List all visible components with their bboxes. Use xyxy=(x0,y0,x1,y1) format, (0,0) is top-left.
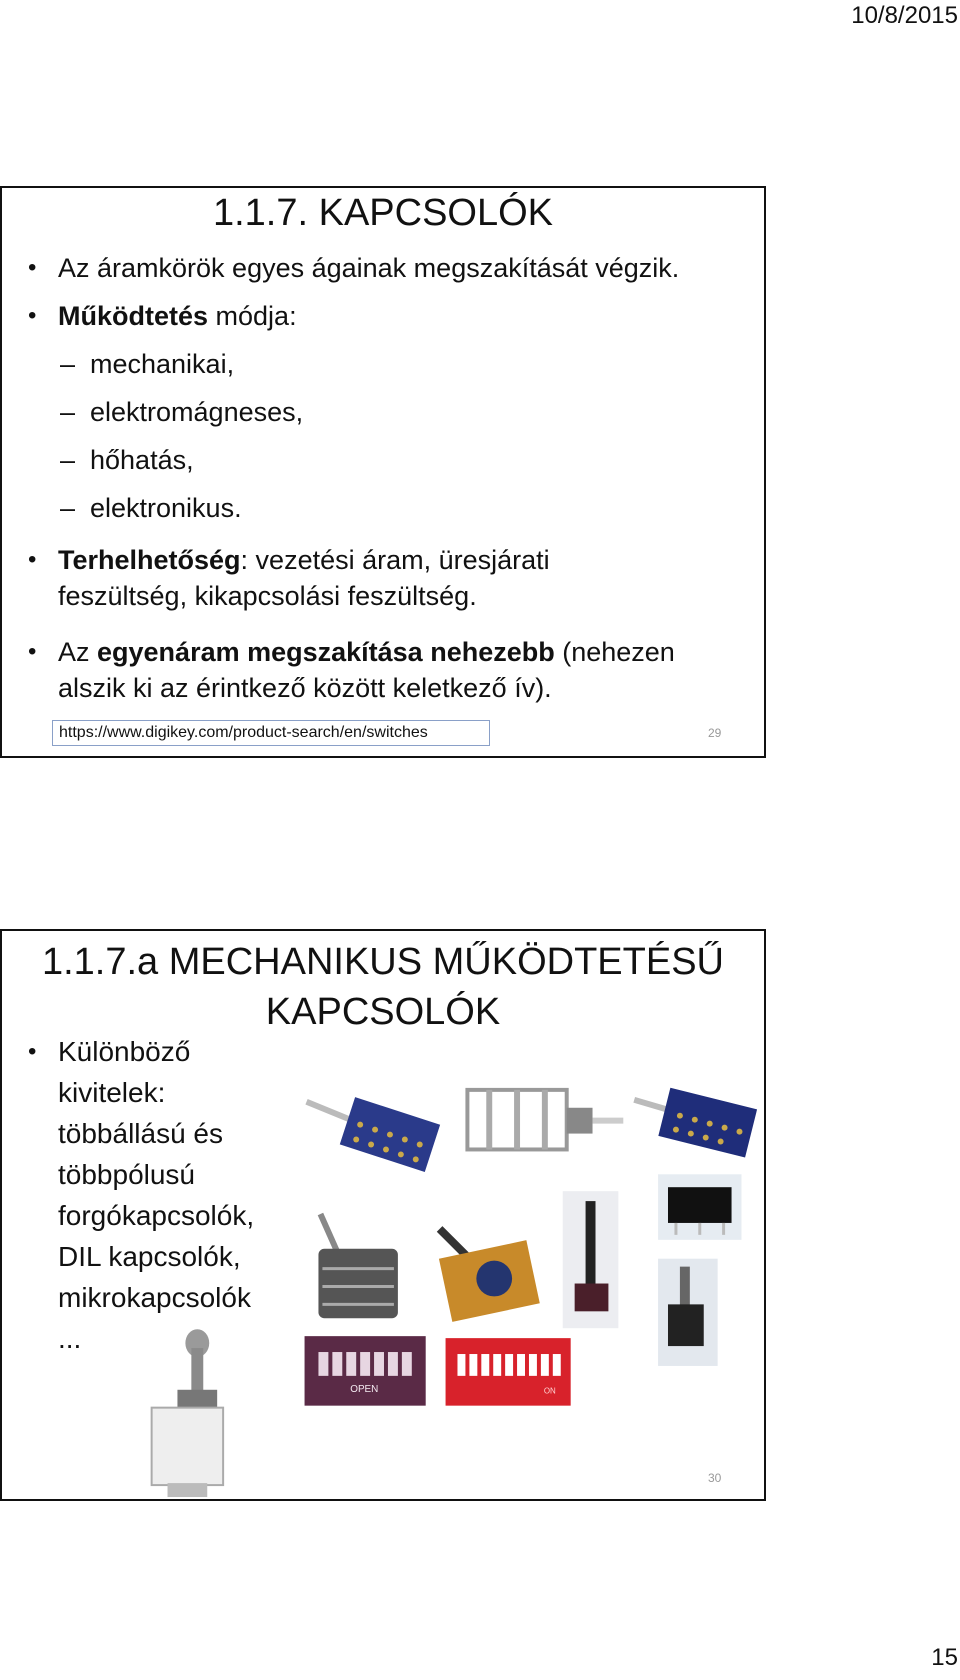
bullet-item: • Működtetés módja: xyxy=(58,298,297,334)
slide-30 xyxy=(0,929,766,1501)
bullet-item: • Terhelhetőség: vezetési áram, üresjárati feszültség, kikapcsolási feszültség. xyxy=(58,542,550,614)
rotary-switch-image-5 xyxy=(439,1229,540,1322)
bullet-icon: • xyxy=(28,546,37,573)
microswitch-image xyxy=(658,1174,741,1240)
rotary-switch-image-1 xyxy=(307,1097,441,1172)
dip-switch-image-2 xyxy=(446,1338,571,1406)
dip-label-on: ON xyxy=(543,1386,556,1396)
sub-item: – mechanikai, xyxy=(90,346,234,382)
switch-photos xyxy=(2,931,764,1499)
sub-item: – elektromágneses, xyxy=(90,394,303,430)
bullet-icon: • xyxy=(28,254,37,281)
bullet-icon: • xyxy=(28,302,37,329)
slide-number: 30 xyxy=(708,1471,722,1485)
digikey-link[interactable]: https://www.digikey.com/product-search/en/switches xyxy=(52,720,490,746)
dash-icon: – xyxy=(60,349,76,379)
sub-item: – elektronikus. xyxy=(90,490,242,526)
bullet-item: • Különböző kivitelek: többállású és többpólusú forgókapcsolók, DIL kapcsolók, mikrokapcsolók ... xyxy=(58,1031,254,1359)
sub-item: – hőhatás, xyxy=(90,442,194,478)
bullet-item: • Az egyenáram megszakítása nehezebb (nehezen alszik ki az érintkező között keletkező ív). xyxy=(58,634,675,706)
rotary-switch-image-6 xyxy=(563,1191,619,1328)
bullet-icon: • xyxy=(28,1038,37,1065)
page-number: 15 xyxy=(931,1644,958,1671)
toggle-switch-image-2 xyxy=(152,1329,223,1497)
slide-title: 1.1.7. KAPCSOLÓK xyxy=(212,192,554,234)
bullet-item: • Az áramkörök egyes ágainak megszakítását végzik. xyxy=(58,250,679,286)
rotary-switch-image-4 xyxy=(318,1214,397,1318)
dip-label-open: OPEN xyxy=(350,1383,379,1395)
toggle-switch-image-1 xyxy=(658,1259,718,1366)
dash-icon: – xyxy=(60,397,76,427)
dip-switch-image-1 xyxy=(305,1336,426,1406)
rotary-switch-image-2 xyxy=(467,1090,623,1150)
dash-icon: – xyxy=(60,493,76,523)
dash-icon: – xyxy=(60,445,76,475)
header-date: 10/8/2015 xyxy=(851,2,958,29)
slide-29 xyxy=(0,186,766,758)
slide-number: 29 xyxy=(708,726,722,740)
slide-title: 1.1.7.a MECHANIKUS MŰKÖDTETÉSŰ KAPCSOLÓK xyxy=(41,941,725,1033)
rotary-switch-image-3 xyxy=(634,1088,757,1158)
bullet-icon: • xyxy=(28,638,37,665)
